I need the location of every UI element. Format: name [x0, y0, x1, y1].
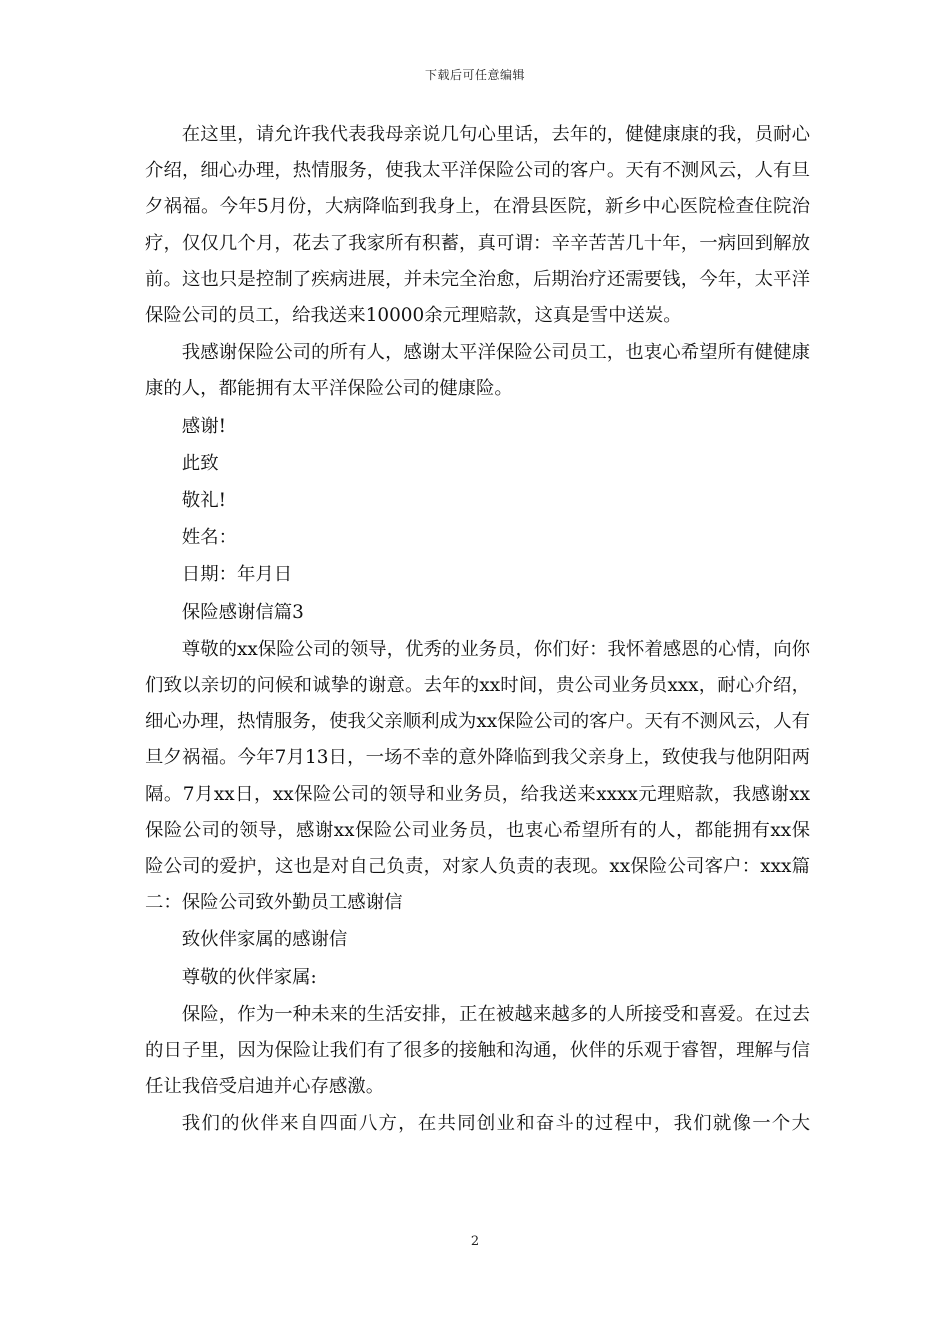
closing-salutation: 此致 [181, 452, 219, 474]
paragraph: 保险，作为一种未来的生活安排，正在被越来越多的人所接受和喜爱。在过去的日子里，因为保险让我们有了很多的接触和沟通，伙伴的乐观于睿智，理解与信任让我倍受启迪并心存感激。 [145, 1003, 810, 1098]
letter-title: 致伙伴家属的感谢信 [181, 929, 348, 951]
section-title: 保险感谢信篇3 [181, 601, 304, 623]
document-body [145, 117, 810, 1143]
page-number: 2 [470, 1234, 480, 1249]
paragraph: 我们的伙伴来自四面八方，在共同创业和奋斗的过程中，我们就像一个大 [181, 1113, 810, 1135]
page-header: 下载后可任意编辑 [424, 68, 525, 82]
closing-thanks: 感谢! [181, 415, 226, 437]
signature-date: 日期：年月日 [181, 564, 293, 586]
letter-greeting: 尊敬的伙伴家属: [181, 966, 317, 988]
paragraph: 尊敬的xx保险公司的领导，优秀的业务员，你们好：我怀着感恩的心情，向你们致以亲切的问候和诚挚的谢意。去年的xx时间，贵公司业务员xxx，耐心介绍，细心办理，热情服务，使我父亲顺利成为xx保险公司的客户。天有不测风云，人有旦夕祸福。今年7月13日，一场不幸的意外降临到我父亲身上，致使我与他阴阳两隔。7月xx日，xx保险公司的领导和业务员，给我送来xxxx元理赔款，我感谢xx保险公司的领导，感谢xx保险公司业务员，也衷心希望所有的人，都能拥有xx保险公司的爱护，这也是对自己负责，对家人负责的表现。xx保险公司客户：xxx篇二：保险公司致外勤员工感谢信 [145, 638, 810, 914]
paragraph: 我感谢保险公司的所有人，感谢太平洋保险公司员工，也衷心希望所有健健康康的人，都能拥有太平洋保险公司的健康险。 [145, 342, 810, 400]
closing-regards: 敬礼! [181, 490, 226, 512]
paragraph: 在这里，请允许我代表我母亲说几句心里话，去年的，健健康康的我，员耐心介绍，细心办理，热情服务，使我太平洋保险公司的客户。天有不测风云，人有旦夕祸福。今年5月份，大病降临到我身上，在滑县医院，新乡中心医院检查住院治疗，仅仅几个月，花去了我家所有积蓄，真可谓：辛辛苦苦几十年，一病回到解放前。这也只是控制了疾病进展，并未完全治愈，后期治疗还需要钱，今年，太平洋保险公司的员工，给我送来10000余元理赔款，这真是雪中送炭。 [145, 124, 810, 327]
signature-name: 姓名： [181, 527, 237, 549]
